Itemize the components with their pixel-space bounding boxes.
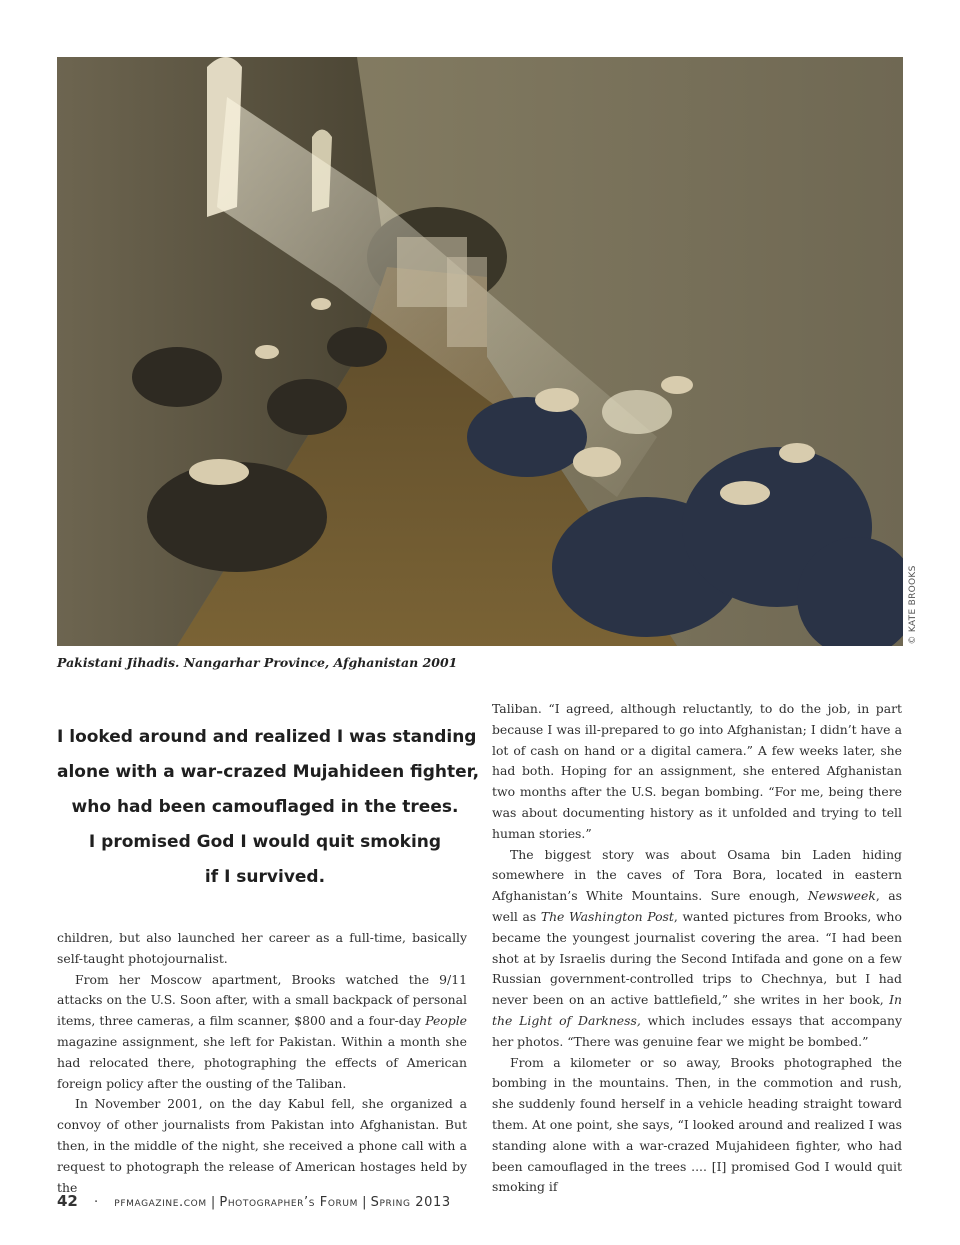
photo-tunnel-jihadis-icon — [57, 57, 903, 646]
page-footer — [57, 1192, 451, 1210]
pull-quote-line: I looked around and realized I was standing — [57, 727, 477, 747]
page-number: 42 — [57, 1192, 78, 1210]
photo-credit: © KATE BROOKS — [908, 565, 918, 645]
pull-quote-line: who had been camouflaged in the trees. — [71, 797, 459, 817]
body-column-right — [492, 699, 902, 1198]
paragraph: children, but also launched her career as a full-time, basically self-taught photojournalist. — [57, 930, 467, 966]
pull-quote-line: alone with a war-crazed Mujahideen fighter, — [57, 762, 480, 782]
pull-quote — [57, 720, 480, 895]
body-column-left — [57, 928, 467, 1198]
photo-caption: Pakistani Jihadis. Nangarhar Province, Afghanistan 2001 — [57, 655, 458, 670]
paragraph: From her Moscow apartment, Brooks watched the 9/11 attacks on the U.S. Soon after, with a small backpack of personal items, three cameras, a film scanner, $800 and a four-day People magazine assignment, she left for Pakistan. Within a month she had relocated there, photographing the effects of American foreign policy after the ousting of the Taliban. — [57, 971, 467, 1091]
footer-divider: | — [210, 1195, 216, 1210]
paragraph: The biggest story was about Osama bin Laden hiding somewhere in the caves of Tora Bora, located in eastern Afghanistan’s White Mountains. Sure enough, Newsweek, as well as The Washington Post, wanted pictures from Brooks, who became the youngest journalist covering the area. “I had been shot at by Israelis during the Second Intifada and gone on a few Russian government-controlled trips to Chechnya, but I had never been on an active battlefield,” she writes in her book, In the Light of Darkness, which includes essays that accompany her photos. “There was genuine fear we might be bombed.” — [492, 846, 902, 1049]
pull-quote-line: I promised God I would quit smoking — [88, 832, 442, 852]
paragraph: From a kilometer or so away, Brooks photographed the bombing in the mountains. Then, in the commotion and rush, she suddenly found herself in a vehicle heading straight toward them. At one point, she says, “I looked around and realized I was standing alone with a war-crazed Mujahideen fighter, who had been camouflaged in the trees .... [I] promised God I would quit smoking if — [492, 1054, 902, 1195]
footer-divider: | — [362, 1195, 367, 1210]
feature-photo — [57, 57, 903, 646]
footer-site: pfmagazine.com — [114, 1195, 207, 1210]
footer-issue: Spring 2013 — [370, 1195, 451, 1210]
footer-separator: · — [94, 1195, 99, 1210]
paragraph: In November 2001, on the day Kabul fell, she organized a convoy of other journalists from Pakistan into Afghanistan. But then, in the middle of the night, she received a phone call with a request to photograph the release of American hostages held by the — [57, 1096, 467, 1195]
footer-publication: Photographer’s Forum — [219, 1195, 358, 1210]
paragraph: Taliban. “I agreed, although reluctantly, to do the job, in part because I was ill-prepared to go into Afghanistan; I didn’t have a lot of cash on hand or a digital camera.” A few weeks later, she had both. Hoping for an assignment, she entered Afghanistan two months after the U.S. began bombing. “For me, being there was about documenting history as it unfolded and trying to tell human stories.” — [492, 701, 902, 841]
pull-quote-line: if I survived. — [204, 867, 326, 887]
